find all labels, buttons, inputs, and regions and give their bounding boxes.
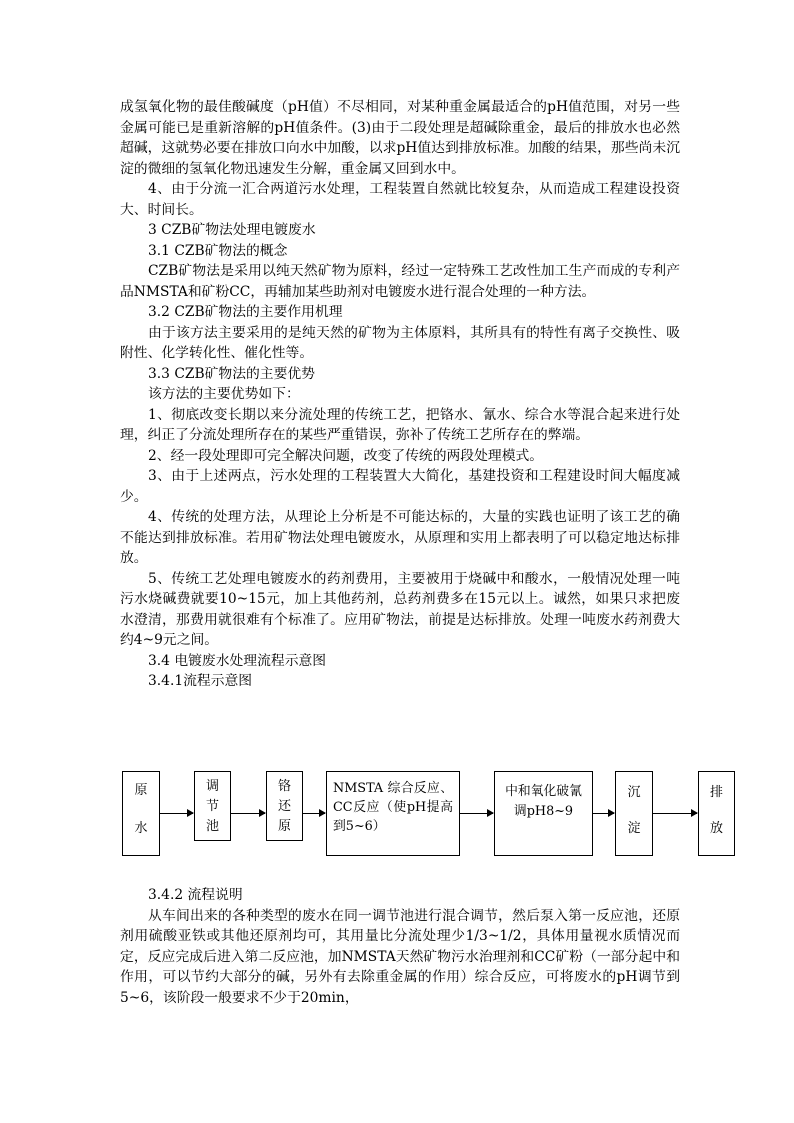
flow-box-char: 铬	[277, 779, 291, 794]
flow-arrow	[593, 813, 614, 814]
list-item: 5、传统工艺处理电镀废水的药剂费用，主要被用于烧碱中和酸水，一般情况处理一吨污水烧碱费就要10~15元，加上其他药剂，总药剂费多在15元以上。诚然，如果只求把废水澄清，那费用就很难有个标准了。应用矿物法，前提是达标排放。处理一吨废水药剂费大约4~9元之间。	[120, 570, 680, 648]
flow-box-char: 节	[205, 799, 219, 814]
paragraph: 从车间出来的各种类型的废水在同一调节池进行混合调节，然后泵入第一反应池，还原剂用硫酸亚铁或其他还原剂均可，其用量比分流处理少1/3~1/2，具体用量视水质情况而定，反应完成后进入第二反应池，加NMSTA天然矿物污水治理剂和CC矿粉（一部分起中和作用，可以节约大部分的碱，另外有去除重金属的作用）综合反应，可将废水的pH调节到5~6，该阶段一般要求不少于20min，	[120, 907, 680, 1006]
flow-box-char: 排	[709, 785, 723, 800]
flow-box-text: NMSTA 综合反应、CC反应（使pH提高到5~6）	[333, 781, 453, 834]
flow-box-char: 原	[134, 783, 148, 798]
flow-box-regulating-tank	[194, 771, 231, 841]
subsection-heading: 3.4 电镀废水处理流程示意图	[148, 652, 327, 669]
subsection-heading: 3.4.2 流程说明	[148, 887, 243, 903]
flow-box-neutralization	[494, 771, 593, 856]
flow-box-char: 调	[205, 779, 219, 794]
flow-box-char: 放	[709, 821, 723, 836]
flow-box-char: 原	[277, 819, 291, 834]
list-item: 3、由于上述两点，污水处理的工程装置大大简化，基建投资和工程建设时间大幅度减少。	[120, 468, 680, 505]
flow-box-sedimentation	[615, 771, 653, 856]
flow-box-discharge	[698, 771, 735, 856]
flow-arrow	[303, 813, 325, 814]
flow-box-char: 淀	[627, 821, 641, 836]
flow-arrow	[653, 813, 697, 814]
flow-box-comprehensive-reaction	[326, 771, 460, 856]
document-body-lower	[120, 885, 680, 1008]
list-item: 4、传统的处理方法，从理论上分析是不可能达标的，大量的实践也证明了该工艺的确不能达到排放标准。若用矿物法处理电镀废水，从原理和实用上都表明了可以稳定地达标排放。	[120, 509, 680, 566]
flow-box-char: 池	[205, 819, 219, 834]
list-item: 1、彻底改变长期以来分流处理的传统工艺，把铬水、氰水、综合水等混合起来进行处理，纠正了分流处理所存在的某些严重错误，弥补了传统工艺所存在的弊端。	[120, 406, 680, 443]
flow-box-char: 水	[134, 821, 148, 836]
subsection-heading: 3.2 CZB矿物法的主要作用机理	[148, 304, 343, 320]
paragraph: 4、由于分流一汇合两道污水处理，工程装置自然就比较复杂，从而造成工程建设投资大、时间长。	[120, 181, 680, 218]
flow-arrow	[460, 813, 493, 814]
subsection-heading: 3.4.1流程示意图	[148, 673, 253, 689]
section-heading: 3 CZB矿物法处理电镀废水	[148, 222, 316, 238]
document-body-upper	[120, 97, 680, 692]
paragraph: CZB矿物法是采用以纯天然矿物为原料，经过一定特殊工艺改性加工生产而成的专利产品NMSTA和矿粉CC，再辅加某些助剂对电镀废水进行混合处理的一种方法。	[120, 263, 680, 300]
subsection-heading: 3.3 CZB矿物法的主要优势	[148, 365, 315, 382]
paragraph: 成氢氧化物的最佳酸碱度（pH值）不尽相同，对某种重金属最适合的pH值范围，对另一些金属可能已是重新溶解的pH值条件。(3)由于二段处理是超碱除重金，最后的排放水也必然超碱，这就势必要在排放口向水中加酸，以求pH值达到排放标准。加酸的结果，那些尚未沉淀的微细的氢氧化物迅速发生分解，重金属又回到水中。	[120, 99, 680, 177]
flow-arrow	[231, 813, 265, 814]
list-item: 2、经一段处理即可完全解决问题，改变了传统的两段处理模式。	[148, 447, 544, 464]
paragraph: 该方法的主要优势如下：	[148, 386, 300, 402]
flow-box-char: 沉	[627, 785, 641, 800]
flow-box-raw-water	[122, 771, 160, 856]
flow-box-text: 中和氧化破氰调pH8~9	[505, 784, 582, 819]
flow-arrow	[160, 813, 193, 814]
flow-box-chrome-reduction	[266, 771, 303, 841]
paragraph: 由于该方法主要采用的是纯天然的矿物为主体原料，其所具有的特性有离子交换性、吸附性、化学转化性、催化性等。	[120, 324, 680, 361]
flow-box-char: 还	[277, 799, 291, 814]
subsection-heading: 3.1 CZB矿物法的概念	[148, 242, 288, 259]
